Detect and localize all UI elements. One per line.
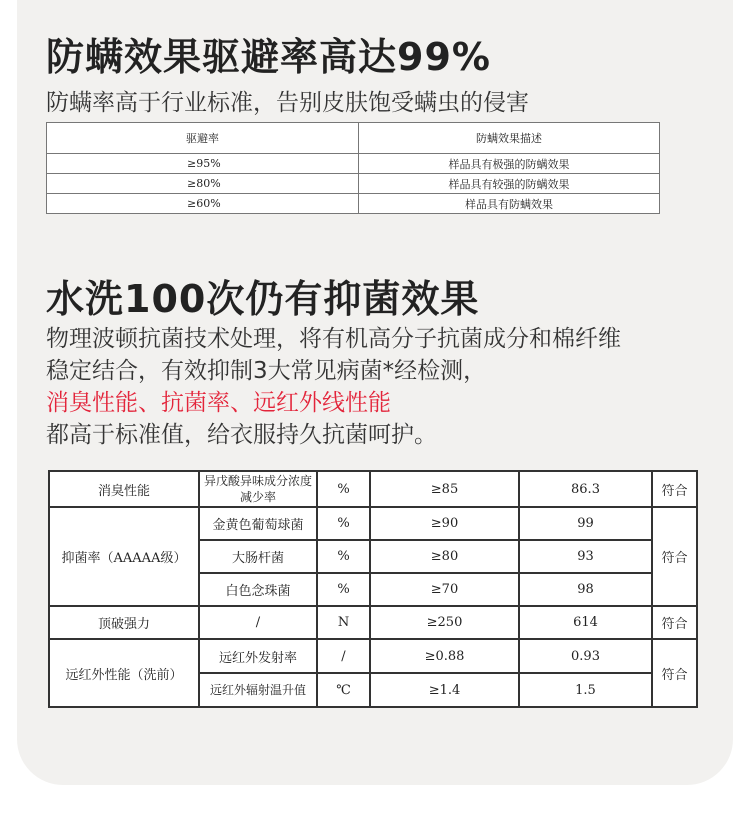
test-item: 大肠杆菌 xyxy=(199,540,317,573)
test-item: 白色念珠菌 xyxy=(199,573,317,606)
section2-description xyxy=(46,323,706,451)
description-line: 物理波顿抗菌技术处理，将有机高分子抗菌成分和棉纤维 xyxy=(46,326,621,352)
description-highlight: 消臭性能、抗菌率、远红外线性能 xyxy=(46,390,391,416)
table-cell: ≥60% xyxy=(47,194,359,214)
section1-subtitle: 防螨率高于行业标准，告别皮肤饱受螨虫的侵害 xyxy=(46,90,529,116)
result-cell: 符合 xyxy=(652,471,697,507)
table-row xyxy=(47,174,660,194)
result-cell: 符合 xyxy=(652,606,697,639)
value-cell: 99 xyxy=(519,507,652,540)
standard-cell: ≥70 xyxy=(370,573,519,606)
result-cell: 符合 xyxy=(652,639,697,707)
value-cell: 614 xyxy=(519,606,652,639)
section1-title: 防螨效果驱避率高达99% xyxy=(46,35,491,79)
table-cell: ≥95% xyxy=(47,154,359,174)
standard-cell: ≥250 xyxy=(370,606,519,639)
standard-cell: ≥80 xyxy=(370,540,519,573)
unit-cell: % xyxy=(317,471,370,507)
row-label: 消臭性能 xyxy=(49,471,199,507)
row-label: 顶破强力 xyxy=(49,606,199,639)
value-cell: 1.5 xyxy=(519,673,652,707)
standard-cell: ≥90 xyxy=(370,507,519,540)
test-item: 远红外辐射温升值 xyxy=(199,673,317,707)
table-header: 驱避率 xyxy=(47,123,359,154)
standard-cell: ≥0.88 xyxy=(370,639,519,673)
table-cell: 样品具有防螨效果 xyxy=(359,194,660,214)
mite-repellent-table xyxy=(46,122,660,214)
unit-cell: % xyxy=(317,507,370,540)
test-item: 异戊酸异味成分浓度减少率 xyxy=(199,471,317,507)
table-cell: 样品具有较强的防螨效果 xyxy=(359,174,660,194)
standard-cell: ≥1.4 xyxy=(370,673,519,707)
description-line: 都高于标准值，给衣服持久抗菌呵护。 xyxy=(46,422,437,448)
unit-cell: ℃ xyxy=(317,673,370,707)
table-row xyxy=(49,639,697,673)
value-cell: 0.93 xyxy=(519,639,652,673)
unit-cell: N xyxy=(317,606,370,639)
test-item: 远红外发射率 xyxy=(199,639,317,673)
value-cell: 86.3 xyxy=(519,471,652,507)
row-label: 远红外性能（洗前） xyxy=(49,639,199,707)
standard-cell: ≥85 xyxy=(370,471,519,507)
description-line: 稳定结合，有效抑制3大常见病菌*经检测， xyxy=(46,358,487,384)
table-header-row xyxy=(47,123,660,154)
test-results-table xyxy=(48,470,698,708)
unit-cell: % xyxy=(317,573,370,606)
value-cell: 98 xyxy=(519,573,652,606)
table-cell: 样品具有极强的防螨效果 xyxy=(359,154,660,174)
table-row xyxy=(49,507,697,540)
table-row xyxy=(49,471,697,507)
unit-cell: / xyxy=(317,639,370,673)
table-row xyxy=(49,606,697,639)
value-cell: 93 xyxy=(519,540,652,573)
test-item: / xyxy=(199,606,317,639)
table-cell: ≥80% xyxy=(47,174,359,194)
table-row xyxy=(47,154,660,174)
section2-title: 水洗100次仍有抑菌效果 xyxy=(46,277,480,321)
test-item: 金黄色葡萄球菌 xyxy=(199,507,317,540)
table-header: 防螨效果描述 xyxy=(359,123,660,154)
result-cell: 符合 xyxy=(652,507,697,606)
unit-cell: % xyxy=(317,540,370,573)
table-row xyxy=(47,194,660,214)
row-label: 抑菌率（AAAAA级） xyxy=(49,507,199,606)
